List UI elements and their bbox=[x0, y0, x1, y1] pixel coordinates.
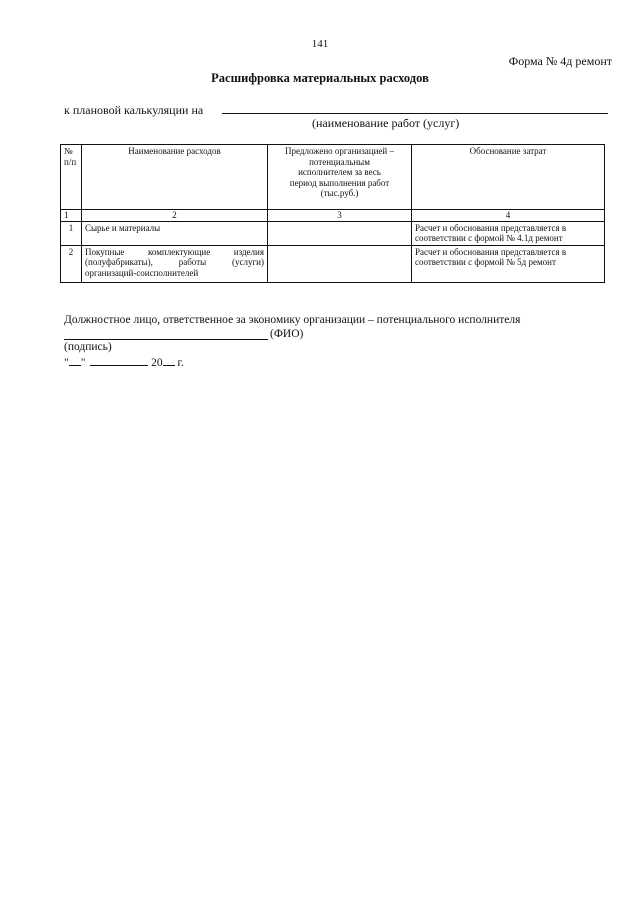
row-proposed[interactable] bbox=[268, 245, 412, 282]
table-row bbox=[61, 221, 605, 245]
header-proposed: Предложено организацией – потенциальным исполнителем за весь период выполнения работ (тыс.руб.) bbox=[268, 145, 412, 210]
column-number: 4 bbox=[412, 210, 605, 222]
form-label: Форма № 4д ремонт bbox=[508, 54, 612, 68]
row-justification: Расчет и обоснования представляется в соответствии с формой № 5д ремонт bbox=[412, 245, 605, 282]
signature-label: (подпись) bbox=[64, 341, 112, 353]
column-number: 3 bbox=[268, 210, 412, 222]
document-title: Расшифровка материальных расходов bbox=[211, 71, 429, 85]
date-day-blank bbox=[69, 354, 81, 366]
row-name: Сырье и материалы bbox=[82, 221, 268, 245]
expenses-table bbox=[60, 144, 605, 283]
header-name: Наименование расходов bbox=[82, 145, 268, 210]
row-justification: Расчет и обоснования представляется в соответствии с формой № 4.1д ремонт bbox=[412, 221, 605, 245]
date-year-blank bbox=[163, 354, 175, 366]
calculation-blank-line bbox=[222, 113, 608, 114]
fio-label: (ФИО) bbox=[270, 328, 304, 340]
date-quote-close: " bbox=[80, 357, 86, 369]
page-number: 141 bbox=[311, 38, 329, 50]
row-num: 2 bbox=[61, 245, 82, 282]
table-header-row bbox=[61, 145, 605, 210]
calculation-label: к плановой калькуляции на bbox=[64, 103, 204, 117]
column-number: 1 bbox=[61, 210, 82, 222]
date-suffix: г. bbox=[177, 357, 184, 369]
signature-blank-line bbox=[64, 339, 268, 340]
responsible-person-label: Должностное лицо, ответственное за экономику организации – потенциального исполнителя bbox=[64, 314, 521, 326]
date-quote-open: " bbox=[64, 357, 69, 369]
header-justification: Обоснование затрат bbox=[412, 145, 605, 210]
row-proposed[interactable] bbox=[268, 221, 412, 245]
row-num: 1 bbox=[61, 221, 82, 245]
date-line bbox=[64, 354, 184, 369]
header-num: № п/п bbox=[61, 145, 82, 210]
date-month-blank bbox=[90, 354, 148, 366]
date-year: 20 bbox=[151, 357, 163, 369]
column-numbers-row bbox=[61, 210, 605, 222]
calculation-hint: (наименование работ (услуг) bbox=[312, 116, 460, 130]
table-row bbox=[61, 245, 605, 282]
column-number: 2 bbox=[82, 210, 268, 222]
row-name: Покупные комплектующие изделия (полуфабрикаты), работы (услуги) организаций-соисполнителей bbox=[82, 245, 268, 282]
